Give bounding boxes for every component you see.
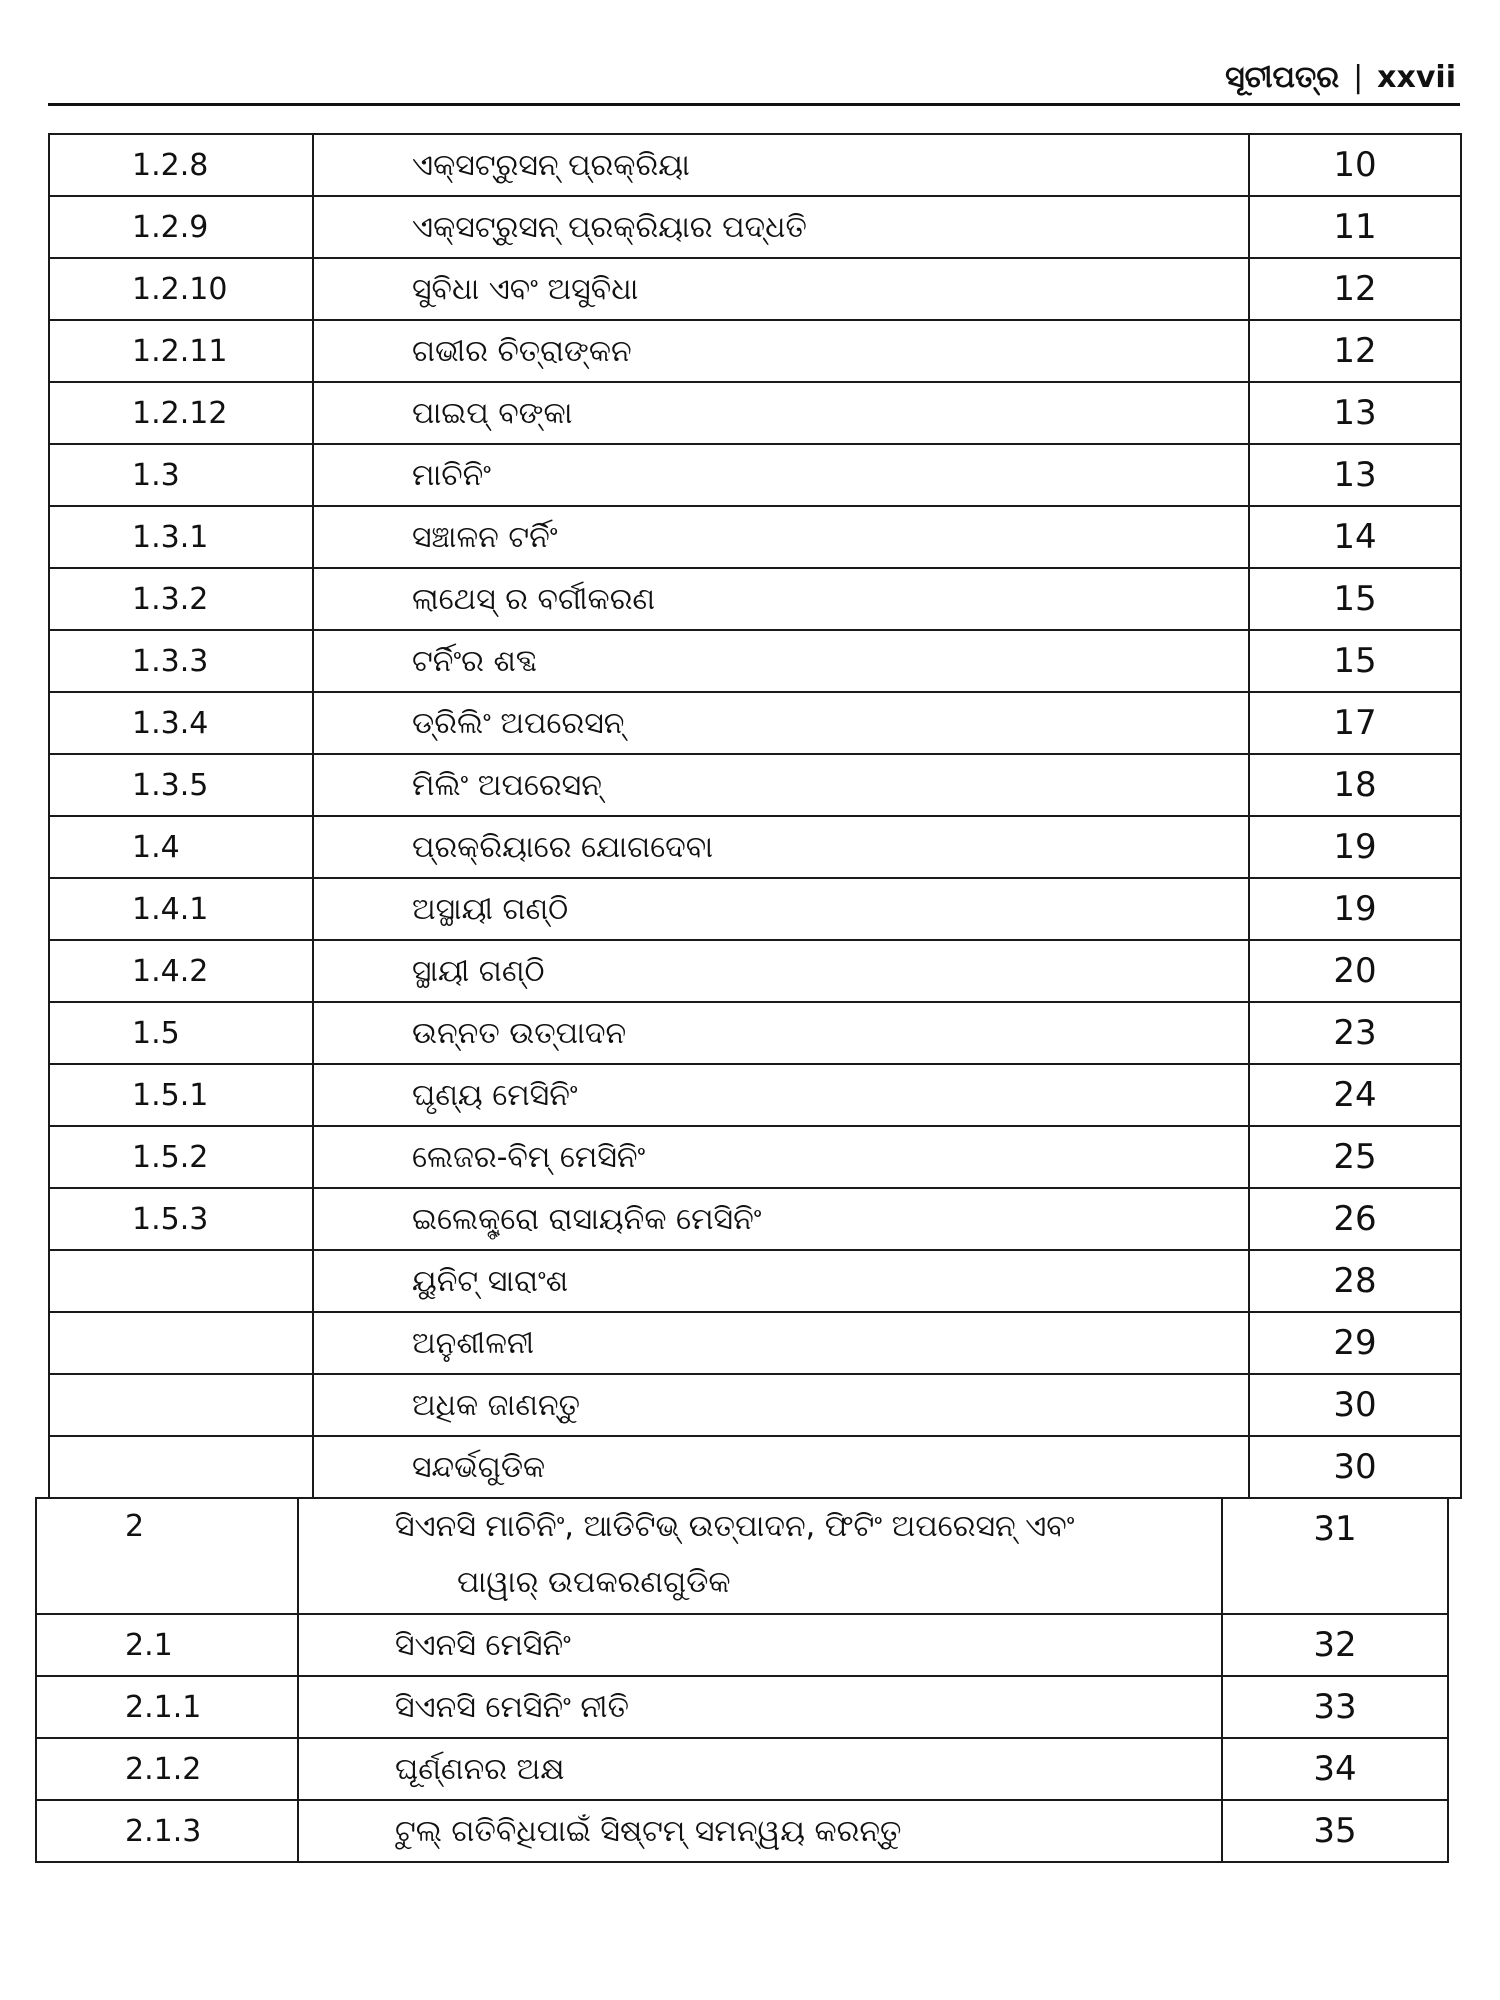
toc-row (49, 382, 1461, 444)
toc-row (49, 444, 1461, 506)
page-ref: 34 (1222, 1738, 1448, 1800)
section-title: ସ୍ଥାୟୀ ଗଣ୍ଠି (313, 940, 1249, 1002)
toc-row (49, 134, 1461, 196)
section-number: 1.5.1 (49, 1064, 313, 1126)
section-title: ପ୍ରକ୍ରିୟାରେ ଯୋଗଦେବା (313, 816, 1249, 878)
toc-row (36, 1738, 1448, 1800)
toc-row (49, 1250, 1461, 1312)
toc-row (49, 1374, 1461, 1436)
section-number: 1.3.4 (49, 692, 313, 754)
section-title: ଟର୍ନିଂର ଶବ୍ଦ (313, 630, 1249, 692)
toc-row (49, 1188, 1461, 1250)
page-ref: 14 (1249, 506, 1461, 568)
section-number (49, 1312, 313, 1374)
header-text (1225, 60, 1456, 95)
page-ref: 17 (1249, 692, 1461, 754)
section-number: 2 (36, 1498, 298, 1614)
page-ref: 19 (1249, 816, 1461, 878)
toc-row (36, 1676, 1448, 1738)
page-ref: 20 (1249, 940, 1461, 1002)
page-ref: 13 (1249, 382, 1461, 444)
section-title: ମିଲିଂ ଅପରେସନ୍ (313, 754, 1249, 816)
page-ref: 31 (1222, 1498, 1448, 1614)
section-number: 1.2.8 (49, 134, 313, 196)
section-title: ଘୃଣ୍ୟ ମେସିନିଂ (313, 1064, 1249, 1126)
section-number: 1.2.12 (49, 382, 313, 444)
toc-row (49, 878, 1461, 940)
section-number: 1.3.2 (49, 568, 313, 630)
page-ref: 24 (1249, 1064, 1461, 1126)
section-title: ସଞ୍ଚାଳନ ଟର୍ନିଂ (313, 506, 1249, 568)
toc-row (36, 1614, 1448, 1676)
toc-row (49, 506, 1461, 568)
section-number: 1.3.3 (49, 630, 313, 692)
toc-row (36, 1800, 1448, 1862)
section-number (49, 1374, 313, 1436)
section-title: ମାଚିନିଂ (313, 444, 1249, 506)
page-ref: 11 (1249, 196, 1461, 258)
section-number: 1.4.2 (49, 940, 313, 1002)
page-ref: 30 (1249, 1436, 1461, 1498)
section-title: ସୁବିଧା ଏବଂ ଅସୁବିଧା (313, 258, 1249, 320)
toc-row (36, 1498, 1448, 1614)
toc-row (49, 630, 1461, 692)
page-ref: 13 (1249, 444, 1461, 506)
page-ref: 19 (1249, 878, 1461, 940)
section-number: 1.5.3 (49, 1188, 313, 1250)
section-title: ଅଧିକ ଜାଣନ୍ତୁ (313, 1374, 1249, 1436)
page-ref: 12 (1249, 258, 1461, 320)
section-title: ଗଭୀର ଚିତ୍ରାଙ୍କନ (313, 320, 1249, 382)
page-ref: 10 (1249, 134, 1461, 196)
section-number: 1.4 (49, 816, 313, 878)
section-number (49, 1250, 313, 1312)
section-title: ଉନ୍ନତ ଉତ୍ପାଦନ (313, 1002, 1249, 1064)
section-number: 2.1 (36, 1614, 298, 1676)
section-title: ଏକ୍ସଟ୍ରୁସନ୍ ପ୍ରକ୍ରିୟାର ପଦ୍ଧତି (313, 196, 1249, 258)
section-number: 1.2.11 (49, 320, 313, 382)
section-number: 1.2.10 (49, 258, 313, 320)
toc-row (49, 1002, 1461, 1064)
section-number: 2.1.3 (36, 1800, 298, 1862)
section-title: ଲାଥେସ୍ ର ବର୍ଗୀକରଣ (313, 568, 1249, 630)
toc-row (49, 1436, 1461, 1498)
section-number: 2.1.2 (36, 1738, 298, 1800)
toc-row (49, 940, 1461, 1002)
toc-row (49, 258, 1461, 320)
section-title: ଅନୁଶୀଳନୀ (313, 1312, 1249, 1374)
section-title: ଅସ୍ଥାୟୀ ଗଣ୍ଠି (313, 878, 1249, 940)
page-ref: 15 (1249, 568, 1461, 630)
page-ref: 32 (1222, 1614, 1448, 1676)
page-ref: 35 (1222, 1800, 1448, 1862)
toc-row (49, 754, 1461, 816)
section-number: 1.4.1 (49, 878, 313, 940)
section-title: ଘୂର୍ଣ୍ଣନର ଅକ୍ଷ (298, 1738, 1222, 1800)
page-ref: 23 (1249, 1002, 1461, 1064)
page-ref: 33 (1222, 1676, 1448, 1738)
page-ref: 18 (1249, 754, 1461, 816)
page-ref: 15 (1249, 630, 1461, 692)
page-ref: 26 (1249, 1188, 1461, 1250)
section-title: ଲେଜର-ବିମ୍ ମେସିନିଂ (313, 1126, 1249, 1188)
toc-table-2 (35, 1497, 1449, 1863)
toc-row (49, 320, 1461, 382)
page-ref: 30 (1249, 1374, 1461, 1436)
section-title: ସିଏନସି ମେସିନିଂ (298, 1614, 1222, 1676)
section-number: 1.3 (49, 444, 313, 506)
page-ref: 25 (1249, 1126, 1461, 1188)
toc-row (49, 568, 1461, 630)
toc-row (49, 196, 1461, 258)
toc-table-1 (48, 133, 1462, 1499)
page-number: xxvii (1377, 60, 1456, 95)
section-number: 1.5 (49, 1002, 313, 1064)
page-ref: 12 (1249, 320, 1461, 382)
section-number: 1.3.1 (49, 506, 313, 568)
section-title-line1: ସିଏନସି ମାଚିନିଂ, ଆଡିଟିଭ୍ ଉତ୍ପାଦନ, ଫିଟିଂ ଅପରେସନ୍ ଏବଂ (395, 1509, 1075, 1544)
section-number: 2.1.1 (36, 1676, 298, 1738)
section-title: ଏକ୍ସଟ୍ରୁସନ୍ ପ୍ରକ୍ରିୟା (313, 134, 1249, 196)
toc-row (49, 1312, 1461, 1374)
section-title: ପାଇପ୍ ବଙ୍କା (313, 382, 1249, 444)
section-title: ସନ୍ଦର୍ଭଗୁଡିକ (313, 1436, 1249, 1498)
page-ref: 29 (1249, 1312, 1461, 1374)
page-header (48, 58, 1460, 106)
section-number: 1.5.2 (49, 1126, 313, 1188)
section-title-line2: ପାୱାର୍ ଉପକରଣଗୁଡିକ (457, 1565, 731, 1600)
section-title: ଡ୍ରିଲିଂ ଅପରେସନ୍ (313, 692, 1249, 754)
page-ref: 28 (1249, 1250, 1461, 1312)
running-title: ସୂଚୀପତ୍ର (1225, 60, 1340, 95)
toc-row (49, 1064, 1461, 1126)
section-title: ସିଏନସି ମେସିନିଂ ନୀତି (298, 1676, 1222, 1738)
section-title: ଇଲେକ୍ଟ୍ରୋ ରାସାୟନିକ ମେସିନିଂ (313, 1188, 1249, 1250)
toc-row (49, 816, 1461, 878)
section-number: 1.2.9 (49, 196, 313, 258)
section-title: ୟୁନିଟ୍ ସାରାଂଶ (313, 1250, 1249, 1312)
header-separator: | (1353, 60, 1364, 95)
toc-row (49, 1126, 1461, 1188)
section-number: 1.3.5 (49, 754, 313, 816)
section-title (298, 1498, 1222, 1614)
toc-row (49, 692, 1461, 754)
section-number (49, 1436, 313, 1498)
section-title: ଟୁଲ୍ ଗତିବିଧିପାଇଁ ସିଷ୍ଟମ୍ ସମନ୍ୱୟ କରନ୍ତୁ (298, 1800, 1222, 1862)
